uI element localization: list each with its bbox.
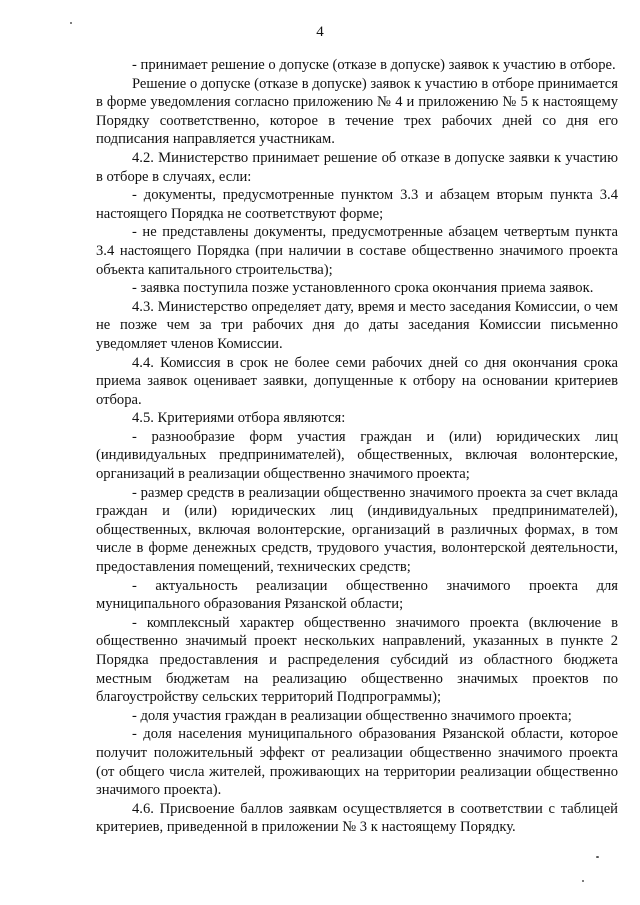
paragraph: - доля участия граждан в реализации общественно значимого проекта;: [132, 707, 572, 724]
scan-speck: [582, 880, 584, 882]
paragraph: - размер средств в реализации общественно значимого проекта за счет вклада граждан и (или) юридических лиц (индивидуальных предпринимателей), общественных, включая волонтерские, организаций в различных формах, в том числе в форме денежных средств, трудового участия, волонтерской деятельности, предоставления помещений, технических средств;: [96, 484, 618, 576]
paragraph: - доля населения муниципального образования Рязанской области, которое получит положительный эффект от реализации общественно значимого проекта (от общего числа жителей, проживающих на территории реализации общественно значимого проекта).: [96, 726, 618, 799]
paragraph: - не представлены документы, предусмотренные абзацем четвертым пункта 3.4 настоящего Порядка (при наличии в составе общественно значимого проекта объекта капитального строительства);: [96, 224, 618, 278]
document-body: [96, 56, 618, 837]
page-number: 4: [316, 24, 324, 40]
paragraph: - принимает решение о допуске (отказе в допуске) заявок к участию в отборе.: [132, 57, 616, 73]
paragraph: - разнообразие форм участия граждан и (или) юридических лиц (индивидуальных предпринимателей), общественных, включая волонтерские, организаций в реализации общественно значимого проекта;: [96, 428, 618, 483]
paragraph: - документы, предусмотренные пунктом 3.3 и абзацем вторым пункта 3.4 настоящего Порядка не соответствуют форме;: [96, 187, 618, 222]
paragraph: - комплексный характер общественно значимого проекта (включение в общественно значимый проект нескольких направлений, указанных в пункте 2 Порядка предоставления и распределения субсидий из областного бюджета местным бюджетам на реализацию общественно значимых проектов по благоустройству сельских территорий Подпрограммы);: [96, 614, 618, 706]
scan-speck: [596, 856, 599, 858]
paragraph: 4.4. Комиссия в срок не более семи рабочих дней со дня окончания срока приема заявок оценивает заявки, допущенные к отбору на основании критериев отбора.: [96, 354, 618, 408]
scan-speck: [70, 22, 72, 24]
paragraph: 4.3. Министерство определяет дату, время и место заседания Комиссии, о чем не позже чем за три рабочих дня до даты заседания Комиссии письменно уведомляет членов Комиссии.: [96, 298, 618, 352]
paragraph: - заявка поступила позже установленного срока окончания приема заявок.: [132, 280, 594, 297]
paragraph: Решение о допуске (отказе в допуске) заявок к участию в отборе принимается в форме уведомления согласно приложению № 4 и приложению № 5 к настоящему Порядку соответственно, которое в течение трех рабочих дней со дня его подписания направляется участникам.: [96, 75, 618, 148]
paragraph: 4.2. Министерство принимает решение об отказе в допуске заявки к участию в отборе в случаях, если:: [96, 149, 618, 185]
paragraph: 4.5. Критериями отбора являются:: [132, 410, 346, 427]
paragraph: - актуальность реализации общественно значимого проекта для муниципального образования Рязанской области;: [96, 577, 618, 613]
paragraph: 4.6. Присвоение баллов заявкам осуществляется в соответствии с таблицей критериев, приведенной в приложении № 3 к настоящему Порядку.: [96, 800, 618, 836]
